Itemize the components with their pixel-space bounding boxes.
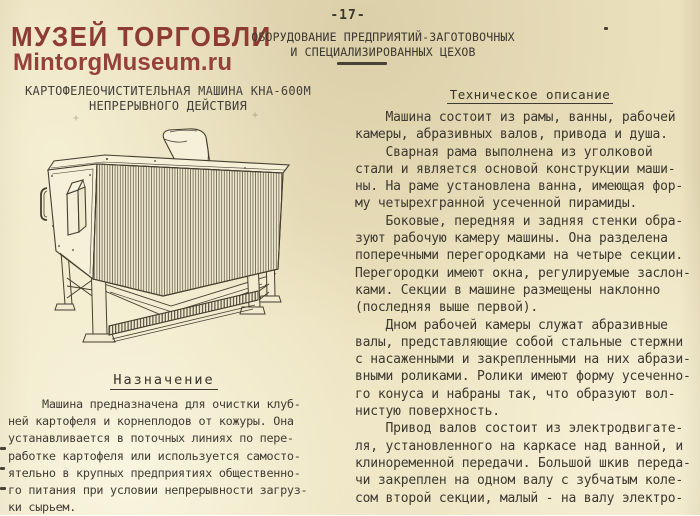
page-number: -17- bbox=[330, 8, 366, 23]
machine-title bbox=[10, 84, 326, 114]
section-header-line2: И СПЕЦИАЛИЗИРОВАННЫХ ЦЕХОВ bbox=[290, 44, 476, 59]
text-line: (последняя выше первой). bbox=[355, 300, 539, 316]
text-line: Боковые, передняя и задняя стенки обра- bbox=[355, 213, 683, 229]
scan-artifact: + bbox=[252, 110, 259, 121]
text-line: чи закреплен на одном валу с зубчатым коле- bbox=[355, 473, 683, 489]
text-line: ней картофеля и корнеплодов от кожуры. Она bbox=[8, 414, 294, 429]
text-line: клиноременной передачи. Большой шкив переда- bbox=[355, 455, 691, 471]
text-line: работке картофеля или используется самосто- bbox=[8, 448, 301, 463]
text-line: го конуса и набраны так, что образуют вол- bbox=[355, 386, 676, 402]
museum-watermark-title: МУЗЕЙ ТОРГОВЛИ bbox=[11, 21, 272, 53]
text-line: зуют рабочую камеру машины. Она разделена bbox=[355, 231, 668, 247]
text-line: му четырехгранной усеченной пирамиды. bbox=[355, 196, 638, 212]
machine-title-line2: НЕПРЕРЫВНОГО ДЕЙСТВИЯ bbox=[88, 99, 248, 113]
tech-description-heading: Техническое описание bbox=[355, 87, 700, 104]
scan-artifact bbox=[0, 487, 6, 490]
purpose-heading: Назначение bbox=[8, 372, 320, 390]
text-line: Дном рабочей камеры служат абразивные bbox=[355, 317, 668, 333]
text-line: ны. На раме установлена ванна, имеющая фор- bbox=[355, 179, 683, 195]
machine-illustration bbox=[15, 128, 327, 368]
scan-artifact bbox=[0, 447, 6, 450]
text-line: поперечными перегородками на четыре секции. bbox=[355, 248, 683, 264]
machine-body bbox=[41, 129, 289, 296]
text-line: го питания при условии непрерывности загруз- bbox=[8, 483, 308, 498]
terminal-box bbox=[67, 180, 86, 235]
tech-description-paragraphs bbox=[355, 109, 700, 507]
text-line: Машина состоит из рамы, ванны, рабочей bbox=[355, 110, 676, 125]
header-underline-rule bbox=[337, 62, 387, 65]
scan-artifact bbox=[604, 27, 608, 30]
purpose-paragraph bbox=[8, 396, 324, 516]
section-header-line1: ОБОРУДОВАНИЕ ПРЕДПРИЯТИЙ-ЗАГОТОВОЧНЫХ bbox=[251, 30, 515, 44]
handle bbox=[41, 188, 47, 220]
text-line: валы, представляющие собой стальные стержни bbox=[355, 334, 683, 350]
text-line: ля, установленного на каркасе над ванной, и bbox=[355, 438, 683, 454]
scan-artifact: + bbox=[73, 113, 80, 124]
museum-watermark-url: MintorgMuseum.ru bbox=[13, 49, 233, 76]
text-line: сом второй секции, малый - на валу электро- bbox=[355, 490, 683, 506]
text-line: Перегородки имеют окна, регулируемые заслон- bbox=[355, 265, 691, 281]
text-line: стали и является основой конструкции маши- bbox=[355, 161, 676, 177]
text-line: ками. Секции в машине размещены наклонно bbox=[355, 282, 661, 298]
text-line: Сварная рама выполнена из уголковой bbox=[355, 144, 653, 160]
text-line: с насаженными и закрепленными на них абрази- bbox=[355, 352, 691, 368]
scan-artifact bbox=[0, 467, 5, 470]
section-header bbox=[245, 30, 521, 59]
text-line: Привод валов состоит из электродвигате- bbox=[355, 421, 683, 437]
text-line: ки сырьем. bbox=[8, 500, 77, 515]
text-line: нистую поверхность. bbox=[355, 404, 500, 420]
text-line: вными роликами. Ролики имеют форму усеченно- bbox=[355, 369, 691, 385]
text-line: камеры, абразивных валов, привода и душа. bbox=[355, 127, 668, 143]
machine-title-line1: КАРТОФЕЛЕОЧИСТИТЕЛЬНАЯ МАШИНА КНА-600М bbox=[25, 84, 311, 98]
text-line: устанавливается в поточных линиях по пере- bbox=[8, 431, 294, 446]
text-line: ятельно в крупных предприятиях общественно- bbox=[8, 465, 301, 480]
text-line: Машина предназначена для очистки клуб- bbox=[8, 397, 301, 411]
